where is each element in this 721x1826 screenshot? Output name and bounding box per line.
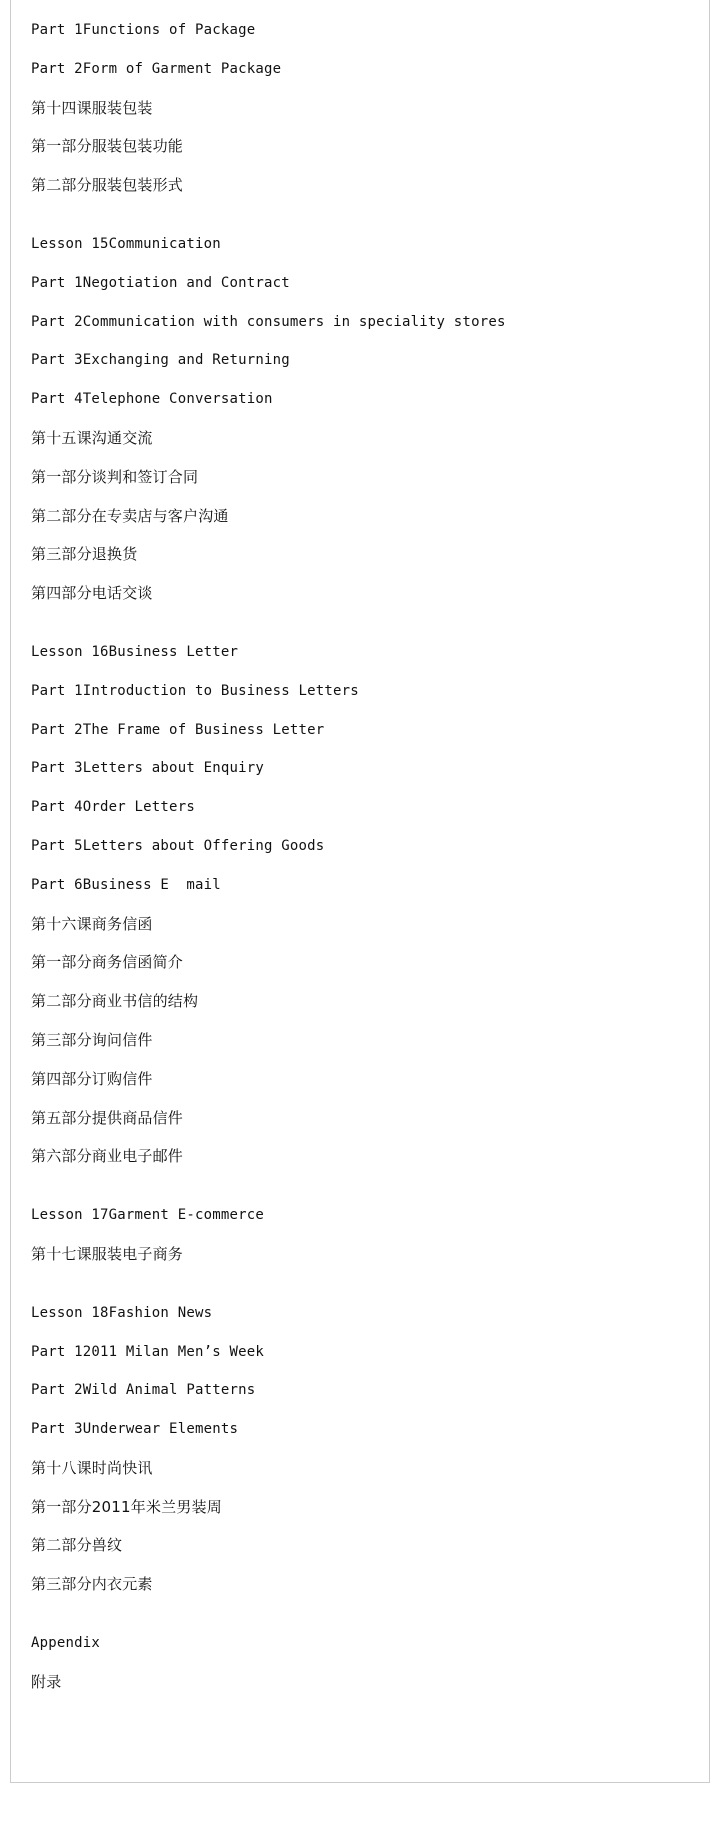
toc-line: Part 12011 Milan Men’s Week [31, 1343, 264, 1360]
toc-line: 第十六课商务信函 [31, 914, 153, 933]
toc-section [31, 1303, 701, 1613]
toc-section [31, 20, 701, 214]
toc-line: Lesson 18Fashion News [31, 1304, 213, 1321]
toc-section [31, 642, 701, 1185]
toc-line: 第二部分商业书信的结构 [31, 992, 199, 1011]
toc-line: 第十四课服装包装 [31, 98, 153, 117]
toc-line: Appendix [31, 1635, 101, 1652]
toc-section [31, 1205, 701, 1283]
toc-line: Part 5Letters about Offering Goods [31, 837, 325, 854]
section-spacer [31, 1283, 701, 1303]
toc-line: 第一部分2011年米兰男装周 [31, 1497, 222, 1516]
toc-line: 第十七课服装电子商务 [31, 1244, 184, 1263]
toc-line: 第三部分内衣元素 [31, 1575, 153, 1594]
toc-line: 附录 [31, 1672, 62, 1691]
toc-line: 第一部分谈判和签订合同 [31, 467, 199, 486]
toc-line: Part 3Letters about Enquiry [31, 760, 264, 777]
document-page [10, 0, 710, 1783]
toc-line: 第一部分服装包装功能 [31, 137, 184, 156]
toc-line: Lesson 15Communication [31, 235, 221, 252]
toc-line: Part 3Exchanging and Returning [31, 352, 290, 369]
toc-line: 第二部分兽纹 [31, 1536, 123, 1555]
toc-section [31, 234, 701, 622]
toc-line: Part 3Underwear Elements [31, 1421, 239, 1438]
toc-line: 第三部分询问信件 [31, 1030, 153, 1049]
toc-line: 第二部分服装包装形式 [31, 176, 184, 195]
toc-line: Part 2Wild Animal Patterns [31, 1382, 256, 1399]
section-spacer [31, 1185, 701, 1205]
toc-line: Lesson 17Garment E-commerce [31, 1207, 264, 1224]
toc-line: Part 2Communication with consumers in speciality stores [31, 313, 506, 330]
toc-line: Lesson 16Business Letter [31, 643, 239, 660]
toc-line: Part 1Negotiation and Contract [31, 274, 290, 291]
toc-line: 第十八课时尚快讯 [31, 1458, 153, 1477]
toc-line: 第四部分订购信件 [31, 1069, 153, 1088]
toc-line: 第二部分在专卖店与客户沟通 [31, 506, 229, 525]
toc-line: Part 1Functions of Package [31, 22, 256, 38]
toc-line: Part 4Order Letters [31, 799, 195, 816]
toc-line: 第三部分退换货 [31, 545, 138, 564]
section-spacer [31, 622, 701, 642]
toc-section [31, 1633, 701, 1711]
toc-line: 第一部分商务信函简介 [31, 953, 184, 972]
toc-line: Part 2The Frame of Business Letter [31, 721, 325, 738]
toc-line: Part 6Business E mail [31, 876, 221, 893]
toc-line: Part 4Telephone Conversation [31, 391, 273, 408]
toc-line: 第四部分电话交谈 [31, 584, 153, 603]
toc-line: 第六部分商业电子邮件 [31, 1147, 184, 1166]
document-content [31, 20, 701, 1711]
toc-line: Part 1Introduction to Business Letters [31, 682, 359, 699]
toc-line: 第五部分提供商品信件 [31, 1108, 184, 1127]
section-spacer [31, 1613, 701, 1633]
section-spacer [31, 214, 701, 234]
toc-line: 第十五课沟通交流 [31, 428, 153, 447]
toc-line: Part 2Form of Garment Package [31, 60, 282, 77]
